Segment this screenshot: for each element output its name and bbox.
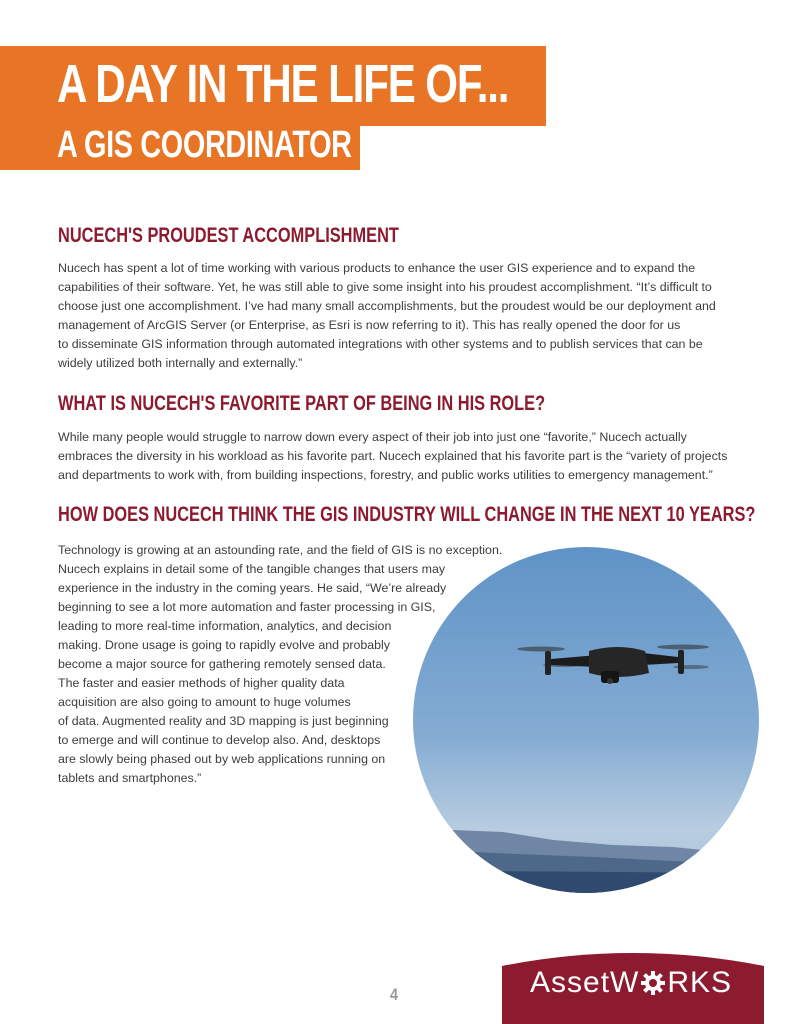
text-line: to emerge and will continue to develop also. And, desktops xyxy=(58,733,381,747)
text-line: choose just one accomplishment. I’ve had many small accomplishments, but the proudest would be our deployment and xyxy=(58,299,716,313)
text-line: are slowly being phased out by web applications running on xyxy=(58,752,386,766)
text-line: Technology is growing at an astounding rate, and the field of GIS is no exception. xyxy=(58,543,503,557)
text-line: beginning to see a lot more automation and faster processing in GIS, xyxy=(58,600,436,614)
section-heading-gis-industry-change: HOW DOES NUCECH THINK THE GIS INDUSTRY WILL CHANGE IN THE NEXT 10 YEARS? xyxy=(58,503,756,526)
text-line: making. Drone usage is going to rapidly evolve and probably xyxy=(58,638,390,652)
section-body-favorite-part xyxy=(58,428,738,485)
text-line: While many people would struggle to narrow down every aspect of their job into just one “favorite,” Nucech actually xyxy=(58,430,687,444)
text-line: embraces the diversity in his workload as his favorite part. Nucech explained that his favorite part is the “variety of projects xyxy=(58,449,728,463)
text-line: leading to more real-time information, analytics, and decision xyxy=(58,619,392,633)
text-line: and departments to work with, from building inspections, forestry, and public works utilities to emergency management.” xyxy=(58,468,713,482)
text-line: to disseminate GIS information through automated integrations with other systems and to publish services that can be xyxy=(58,337,703,351)
text-line: of data. Augmented reality and 3D mapping is just beginning xyxy=(58,714,389,728)
section-heading-proudest-accomplishment: NUCECH'S PROUDEST ACCOMPLISHMENT xyxy=(58,224,399,247)
text-line: experience in the industry in the coming years. He said, “We’re already xyxy=(58,581,447,595)
page-number: 4 xyxy=(390,985,399,1004)
logo-text-right: RKS xyxy=(667,966,733,999)
gear-icon xyxy=(640,969,666,1005)
text-line: become a major source for gathering remotely sensed data. xyxy=(58,657,386,671)
page-subtitle: A GIS COORDINATOR xyxy=(57,124,352,166)
drone-in-sky-photo xyxy=(413,547,759,893)
text-line: management of ArcGIS Server (or Enterprise, as Esri is now referring to it). This has really opened the door for us xyxy=(58,318,681,332)
text-line: tablets and smartphones.” xyxy=(58,771,202,785)
text-line: Nucech has spent a lot of time working with various products to enhance the user GIS experience and to expand the xyxy=(58,261,696,275)
section-body-proudest-accomplishment xyxy=(58,259,738,373)
text-line: acquisition are also going to amount to huge volumes xyxy=(58,695,351,709)
text-line: Nucech explains in detail some of the tangible changes that users may xyxy=(58,562,446,576)
assetworks-logo xyxy=(530,965,732,1005)
section-heading-favorite-part: WHAT IS NUCECH'S FAVORITE PART OF BEING IN HIS ROLE? xyxy=(58,392,546,415)
page-title: A DAY IN THE LIFE OF... xyxy=(57,54,509,114)
logo-text-left: AssetW xyxy=(530,966,640,999)
text-line: widely utilized both internally and externally.” xyxy=(58,356,303,370)
text-line: The faster and easier methods of higher quality data xyxy=(58,676,345,690)
text-line: capabilities of their software. Yet, he was still able to give some insight into his proudest accomplishment. “It’s difficult to xyxy=(58,280,712,294)
